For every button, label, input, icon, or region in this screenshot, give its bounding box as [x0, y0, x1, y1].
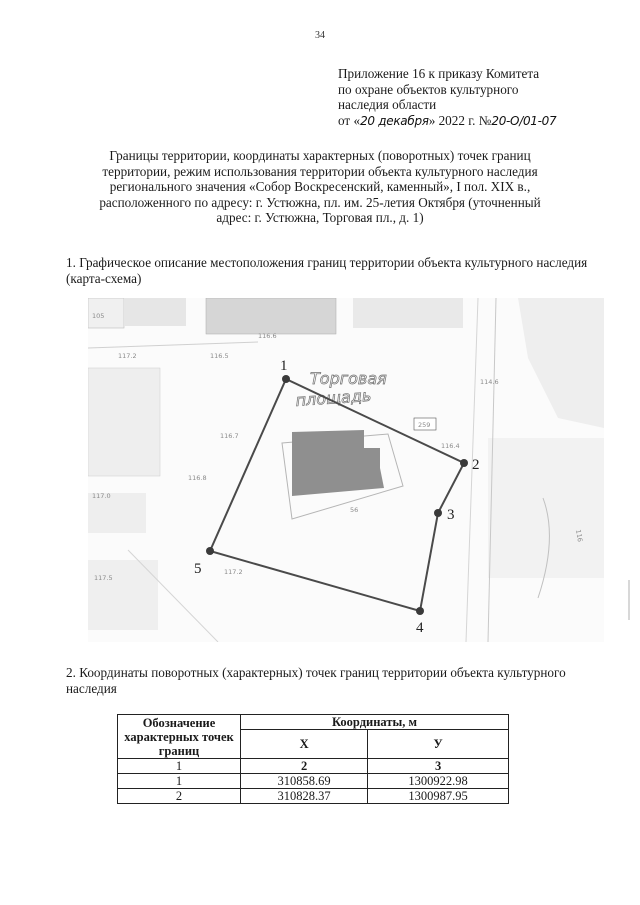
document-title [60, 148, 580, 226]
point-label-4: 4 [416, 620, 424, 636]
section-2-heading: 2. Координаты поворотных (характерных) точек границ территории объекта культурного наследия [66, 665, 566, 696]
map-label-116-5: 116.5 [210, 352, 229, 360]
header-coordinates: Координаты, м [241, 715, 509, 730]
table-row [118, 789, 509, 804]
map-label-105: 105 [92, 312, 105, 320]
page-number: 34 [315, 30, 325, 41]
block-top-left [124, 298, 186, 326]
handwritten-date: 20 декабря [360, 113, 429, 128]
map-label-116: 116 [574, 528, 585, 543]
point-label-2: 2 [472, 457, 480, 473]
map-label-116-4: 116.4 [441, 442, 460, 450]
row-x: 310828.37 [241, 789, 368, 804]
map-label-56: 56 [350, 506, 359, 514]
appendix-header [338, 66, 628, 129]
appendix-date-line [338, 113, 628, 130]
date-prefix: от « [338, 112, 361, 128]
header-x: X [241, 730, 368, 759]
header-y: У [368, 730, 509, 759]
scan-edge-mark [628, 580, 630, 620]
turning-point-5 [206, 547, 214, 555]
street-name-line-2: площадь [294, 385, 372, 410]
row-y: 1300922.98 [368, 774, 509, 789]
turning-point-3 [434, 509, 442, 517]
turning-point-1 [282, 375, 290, 383]
table-row [118, 774, 509, 789]
date-middle: » 2022 г. № [428, 112, 492, 128]
handwritten-order-number: 20-О/01-07 [491, 113, 557, 128]
title-line-3: регионального значения «Собор Воскресенский, каменный», I пол. XIX в., [109, 179, 531, 195]
point-label-5: 5 [194, 561, 202, 577]
index-cell-1: 1 [118, 759, 241, 774]
map-label-116-6: 116.6 [258, 332, 277, 340]
point-label-3: 3 [447, 507, 455, 523]
title-line-2: территории, режим использования территории объекта культурного наследия [102, 163, 538, 179]
section-1-heading: 1. Графическое описание местоположения границ территории объекта культурного наследия (карта-схема) [66, 255, 588, 286]
map-label-117-5: 117.5 [94, 574, 113, 582]
map-label-116-7: 116.7 [220, 432, 239, 440]
title-line-1: Границы территории, координаты характерных (поворотных) точек границ [109, 148, 531, 163]
map-label-117-0: 117.0 [92, 492, 111, 500]
turning-point-4 [416, 607, 424, 615]
block-top-center [206, 298, 336, 334]
coordinates-table [117, 714, 509, 804]
boundary-map [88, 298, 604, 642]
row-point: 2 [118, 789, 241, 804]
title-line-5: адрес: г. Устюжна, Торговая пл., д. 1) [216, 210, 424, 226]
point-label-1: 1 [280, 358, 288, 374]
appendix-line-1: Приложение 16 к приказу Комитета [338, 66, 540, 81]
appendix-line-3: наследия области [338, 97, 437, 112]
index-cell-3: 3 [368, 759, 509, 774]
row-point: 1 [118, 774, 241, 789]
appendix-line-2: по охране объектов культурного [338, 81, 519, 97]
map-label-117-2: 117.2 [118, 352, 137, 360]
map-label-114-6: 114.6 [480, 378, 499, 386]
block-left-middle [88, 368, 160, 476]
title-line-4: расположенного по адресу: г. Устюжна, пл. им. 25-летия Октября (уточненный [99, 194, 541, 210]
turning-point-2 [460, 459, 468, 467]
street-name-line-1: Торговая [310, 369, 387, 388]
header-point-designation: Обозначение характерных точек границ [118, 715, 241, 759]
index-cell-2: 2 [241, 759, 368, 774]
row-y: 1300987.95 [368, 789, 509, 804]
map-label-116-8: 116.8 [188, 474, 207, 482]
map-label-117-2b: 117.2 [224, 568, 243, 576]
map-label-259: 259 [418, 421, 431, 429]
block-top-right [353, 298, 463, 328]
row-x: 310858.69 [241, 774, 368, 789]
